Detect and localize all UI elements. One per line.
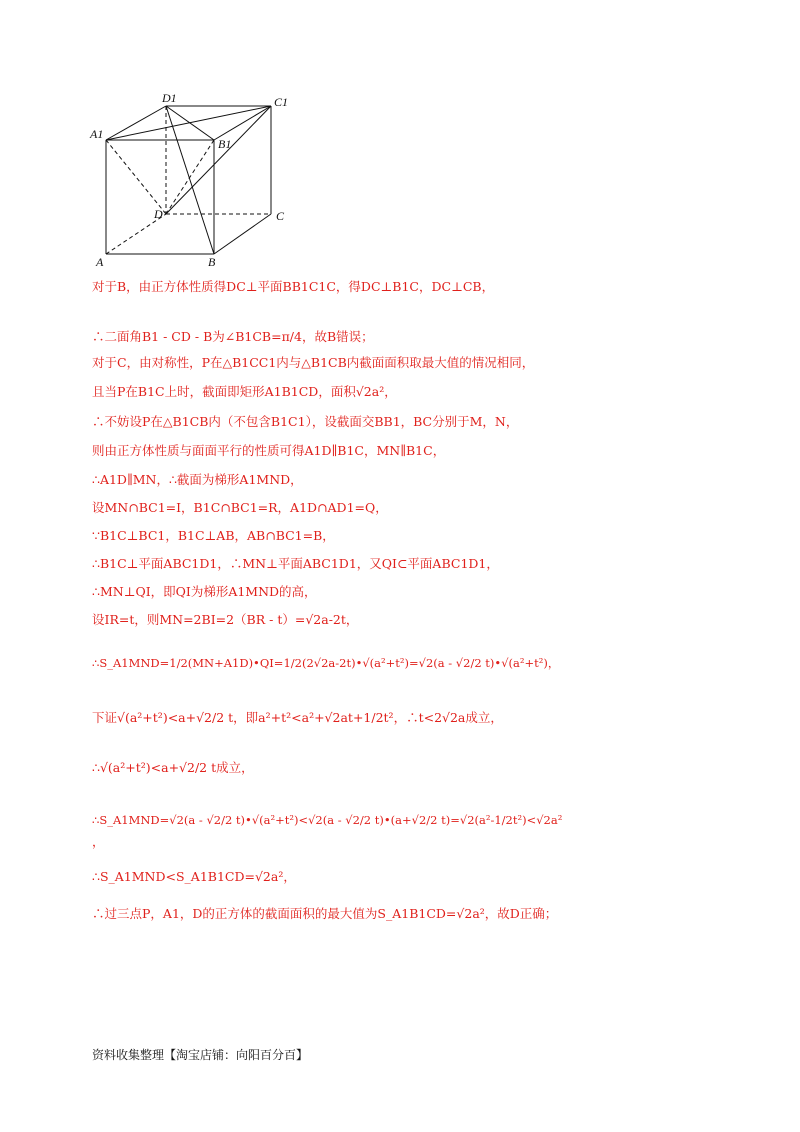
- edge-B-C: [214, 214, 271, 254]
- solution-line-7: ∴A1D∥MN，∴截面为梯形A1MND，: [92, 472, 303, 487]
- solution-line-14: 下证√(a²+t²)<a+√2/2 t，即a²+t²<a²+√2at+1/2t²，∴t<2√2a成立，: [92, 710, 503, 725]
- label-B1: B1: [218, 137, 232, 151]
- cube-figure: [88, 92, 298, 272]
- diag-A1-C1: [106, 106, 271, 140]
- label-D1: D1: [162, 92, 177, 105]
- footer-source: 资料收集整理【淘宝店铺：向阳百分百】: [92, 1048, 309, 1062]
- solution-line-5: ∴不妨设P在△B1CB内（不包含B1C1），设截面交BB1，BC分别于M，N，: [92, 414, 519, 429]
- solution-line-9: ∵B1C⊥BC1，B1C⊥AB，AB∩BC1=B，: [92, 528, 335, 543]
- label-A: A: [96, 255, 104, 269]
- label-B: B: [208, 255, 216, 269]
- label-D: D: [154, 207, 163, 221]
- diag-D1-B1: [166, 106, 214, 140]
- solution-line-13: ∴S_A1MND=1/2(MN+A1D)•QI=1/2(2√2a-2t)•√(a²+t²)=√2(a - √2/2 t)•√(a²+t²)，: [92, 656, 560, 670]
- solution-line-8: 设MN∩BC1=I，B1C∩BC1=R，A1D∩AD1=Q，: [92, 500, 388, 515]
- hidden-diag-A1-D: [106, 140, 166, 214]
- solution-line-10: ∴B1C⊥平面ABC1D1，∴MN⊥平面ABC1D1，又QI⊂平面ABC1D1，: [92, 556, 499, 571]
- solution-line-4: 且当P在B1C上时，截面即矩形A1B1CD，面积√2a²，: [92, 384, 397, 399]
- solution-line-1: 对于B，由正方体性质得DC⊥平面BB1C1C，得DC⊥B1C，DC⊥CB，: [92, 279, 495, 294]
- solution-line-16: ∴S_A1MND=√2(a - √2/2 t)•√(a²+t²)<√2(a - √2/2 t)•(a+√2/2 t)=√2(a²-1/2t²)<√2a²: [92, 813, 563, 827]
- solution-line-18: ∴S_A1MND<S_A1B1CD=√2a²，: [92, 869, 296, 884]
- line-D1-B: [166, 106, 214, 254]
- solution-line-15: ∴√(a²+t²)<a+√2/2 t成立，: [92, 760, 254, 775]
- solution-line-6: 则由正方体性质与面面平行的性质可得A1D∥B1C，MN∥B1C，: [92, 443, 446, 458]
- solution-line-11: ∴MN⊥QI，即QI为梯形A1MND的高，: [92, 584, 317, 599]
- solution-line-17: ，: [92, 834, 105, 849]
- solution-line-2: ∴二面角B1 - CD - B为∠B1CB=π/4，故B错误；: [92, 329, 374, 344]
- hidden-diag-D-B1: [166, 140, 214, 214]
- line-C1-D: [166, 106, 271, 214]
- edge-A1-D1: [106, 106, 166, 140]
- solution-line-19: ∴过三点P，A1，D的正方体的截面面积的最大值为S_A1B1CD=√2a²，故D正确；: [92, 906, 558, 921]
- solution-line-12: 设IR=t，则MN=2BI=2（BR - t）=√2a-2t，: [92, 612, 359, 627]
- solution-line-3: 对于C，由对称性，P在△B1CC1内与△B1CB内截面面积取最大值的情况相同，: [92, 355, 535, 370]
- label-A1: A1: [90, 127, 104, 141]
- label-C: C: [276, 209, 285, 223]
- label-C1: C1: [274, 95, 289, 109]
